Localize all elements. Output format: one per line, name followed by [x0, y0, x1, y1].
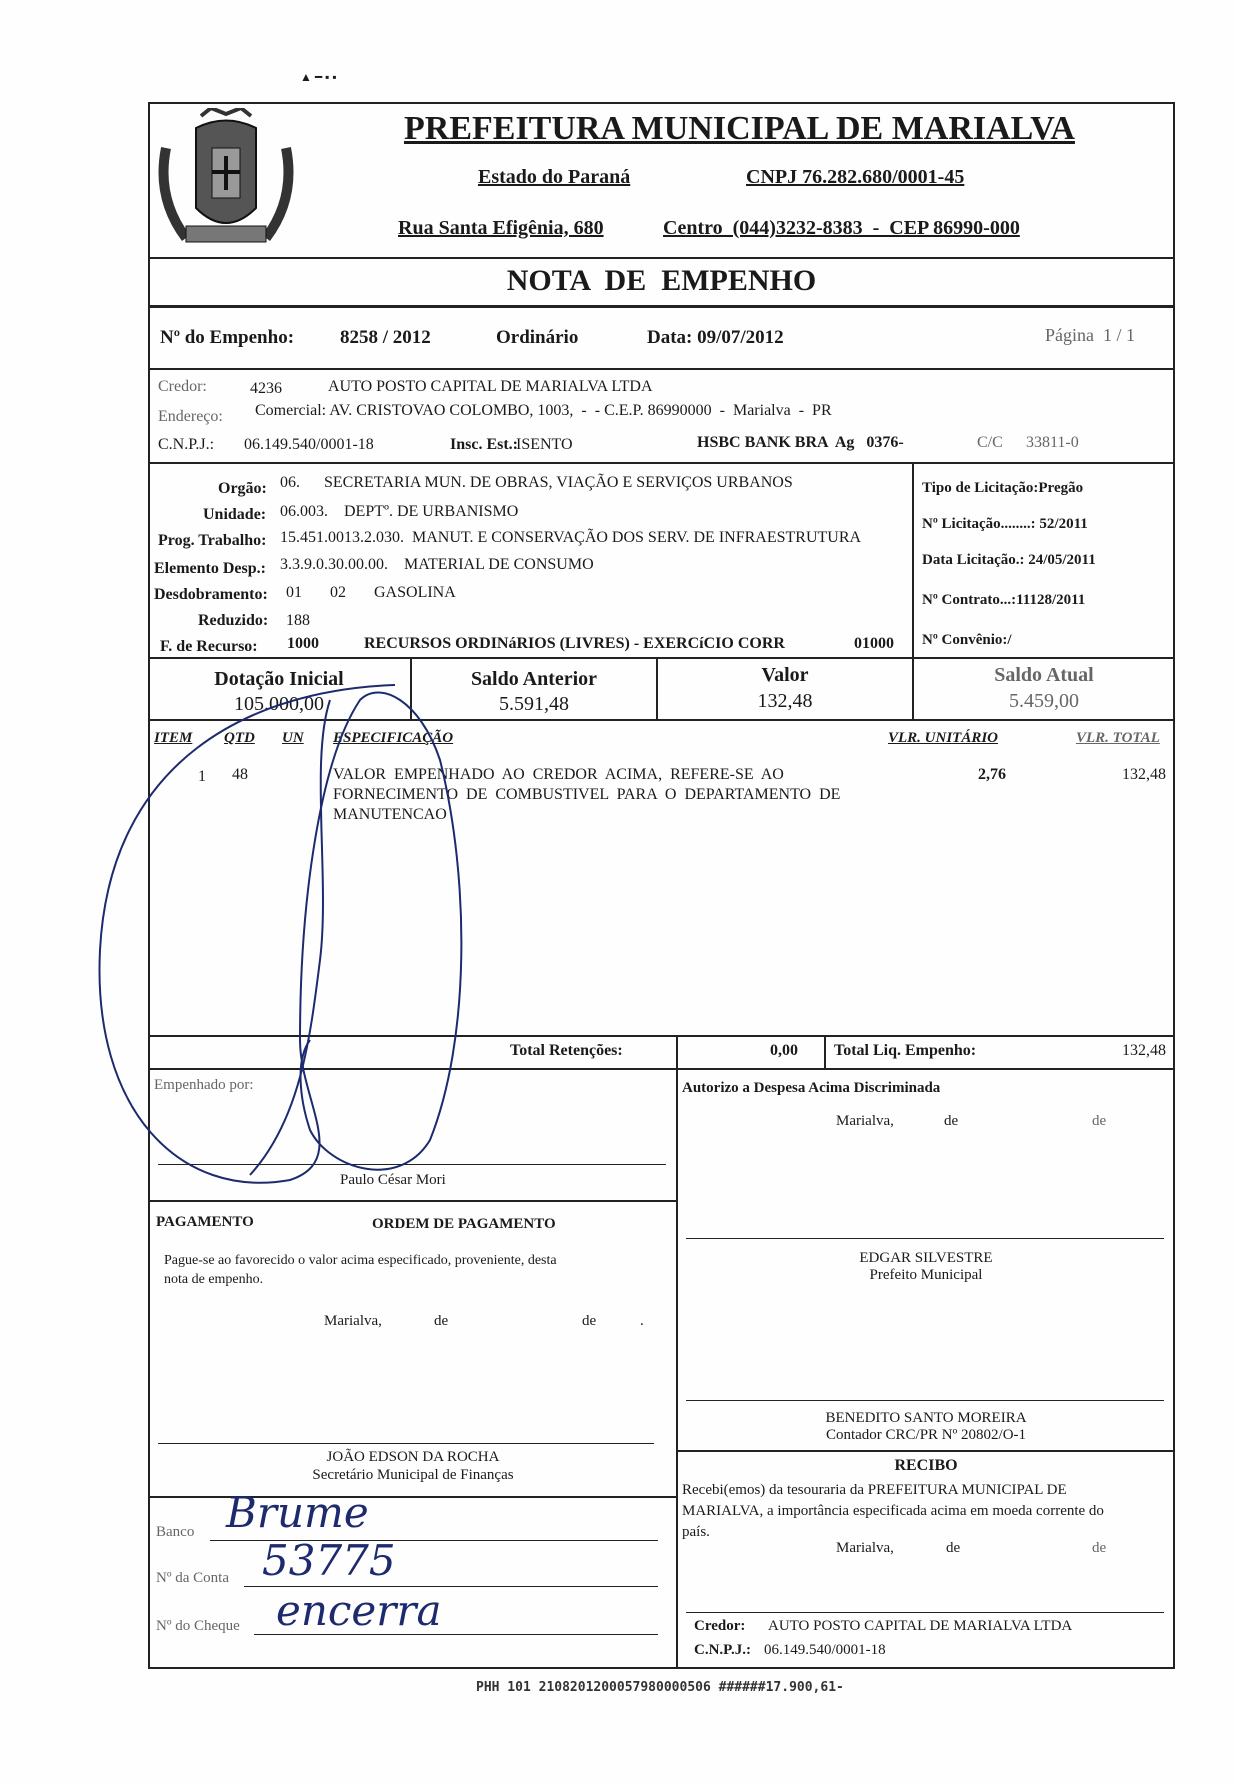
municipality-title: PREFEITURA MUNICIPAL DE MARIALVA — [404, 110, 1075, 147]
recurso-desc: RECURSOS ORDINáRIOS (LIVRES) - EXERCíCIO CORR — [364, 635, 785, 652]
conta-label: Nº da Conta — [156, 1570, 229, 1586]
credor-cnpj: 06.149.540/0001-18 — [244, 436, 374, 453]
row-espec-line2: FORNECIMENTO DE COMBUSTIVEL PARA O DEPARTAMENTO DE — [333, 786, 841, 803]
cnpj-label: CNPJ 76.282.680/0001-45 — [746, 166, 965, 188]
elemento-label: Elemento Desp.: — [154, 560, 266, 577]
contador-role: Contador CRC/PR Nº 20802/O-1 — [825, 1427, 1027, 1443]
recibo-credor-label: Credor: — [694, 1618, 746, 1634]
autorizo-de1: de — [944, 1113, 959, 1129]
desdob-value: 01 02 GASOLINA — [286, 584, 456, 601]
desdob-label: Desdobramento: — [154, 586, 268, 603]
orgao-label: Orgão: — [218, 480, 267, 497]
elemento-value: 3.3.9.0.30.00.00. MATERIAL DE CONSUMO — [280, 556, 594, 573]
banco-handwritten: Brume — [226, 1488, 369, 1537]
recibo-title: RECIBO — [894, 1457, 958, 1474]
prefeito-role: Prefeito Municipal — [869, 1267, 983, 1283]
col-qtd: QTD — [224, 730, 255, 746]
insc-est-label: Insc. Est.: — [450, 436, 519, 453]
footer-code: PHH 101 2108201200057980000506 ######17.900,61- — [476, 1680, 844, 1695]
credor-address: Comercial: AV. CRISTOVAO COLOMBO, 1003, - - C.E.P. 86990000 - Marialva - PR — [255, 402, 832, 419]
col-item: ITEM — [154, 730, 193, 746]
autorizo-city: Marialva, — [836, 1113, 894, 1129]
recibo-text-line1: Recebi(emos) da tesouraria da PREFEITURA MUNICIPAL DE — [682, 1482, 1067, 1498]
recibo-city: Marialva, — [836, 1540, 894, 1556]
recibo-cnpj-label: C.N.P.J.: — [694, 1642, 751, 1658]
recibo-cnpj: 06.149.540/0001-18 — [764, 1642, 886, 1658]
total-liq-value: 132,48 — [1122, 1042, 1166, 1059]
col-total: VLR. TOTAL — [1076, 730, 1160, 746]
recibo-text-line3: país. — [682, 1524, 710, 1540]
reduzido-label: Reduzido: — [198, 612, 269, 629]
pagamento-text-line2: nota de empenho. — [164, 1272, 264, 1287]
empenho-number-label: Nº do Empenho: — [160, 327, 295, 348]
row-espec-line3: MANUTENCAO — [333, 806, 447, 823]
recurso-label: F. de Recurso: — [160, 638, 258, 655]
col-un: UN — [282, 730, 304, 746]
empenho-type: Ordinário — [496, 327, 579, 348]
cc-label: C/C — [977, 434, 1003, 451]
numero-contrato: Nº Contrato...:11128/2011 — [922, 592, 1086, 608]
contact-info: Centro (044)3232-8383 - CEP 86990-000 — [663, 217, 1020, 239]
data-licitacao: Data Licitação.: 24/05/2011 — [922, 552, 1096, 568]
banco-label: Banco — [156, 1524, 195, 1540]
credor-label: Credor: — [158, 378, 207, 395]
unidade-label: Unidade: — [203, 506, 267, 523]
secretario-name: JOÃO EDSON DA ROCHA — [326, 1449, 500, 1465]
autorizo-label: Autorizo a Despesa Acima Discriminada — [682, 1080, 941, 1096]
tipo-licitacao: Tipo de Licitação:Pregão — [922, 480, 1084, 496]
prog-label: Prog. Trabalho: — [158, 532, 267, 549]
empenhado-name: Paulo César Mori — [340, 1172, 446, 1188]
cheque-label: Nº do Cheque — [156, 1618, 240, 1634]
contador-name: BENEDITO SANTO MOREIRA — [825, 1410, 1027, 1426]
cheque-handwritten: encerra — [276, 1586, 442, 1635]
empenho-date: Data: 09/07/2012 — [647, 327, 784, 348]
valor-value: 132,48 — [757, 690, 813, 712]
bank-info: HSBC BANK BRA Ag 0376- — [697, 434, 904, 451]
row-item: 1 — [198, 768, 206, 785]
prefeito-name: EDGAR SILVESTRE — [859, 1250, 993, 1266]
valor-label: Valor — [761, 664, 809, 686]
page-number: Página 1 / 1 — [1045, 325, 1135, 345]
recibo-de2: de — [1092, 1540, 1107, 1556]
row-espec-line1: VALOR EMPENHADO AO CREDOR ACIMA, REFERE-SE AO — [333, 766, 784, 783]
unidade-value: 06.003. DEPTº. DE URBANISMO — [280, 503, 519, 520]
row-total: 132,48 — [1122, 766, 1166, 783]
secretario-role: Secretário Municipal de Finanças — [312, 1467, 514, 1483]
numero-convenio: Nº Convênio:/ — [922, 632, 1012, 648]
dotacao-inicial-label: Dotação Inicial — [214, 668, 344, 690]
recibo-credor-name: AUTO POSTO CAPITAL DE MARIALVA LTDA — [768, 1618, 1073, 1634]
cc-number: 33811-0 — [1026, 434, 1079, 451]
document-title: NOTA DE EMPENHO — [506, 264, 817, 297]
insc-est: ISENTO — [516, 436, 573, 453]
dotacao-inicial-value: 105.000,00 — [234, 693, 324, 715]
credor-name: AUTO POSTO CAPITAL DE MARIALVA LTDA — [328, 378, 653, 395]
reduzido-value: 188 — [286, 612, 310, 629]
pagamento-de1: de — [434, 1313, 449, 1329]
pagamento-text-line1: Pague-se ao favorecido o valor acima especificado, proveniente, desta — [164, 1253, 557, 1268]
saldo-atual-label: Saldo Atual — [994, 664, 1094, 686]
pagamento-label: PAGAMENTO — [156, 1214, 254, 1230]
conta-handwritten: 53775 — [262, 1536, 396, 1585]
empenho-number: 8258 / 2012 — [340, 327, 431, 348]
street-address: Rua Santa Efigênia, 680 — [398, 217, 604, 239]
recurso-num: 01000 — [854, 635, 894, 652]
row-unit: 2,76 — [978, 766, 1006, 783]
orgao-value: 06. SECRETARIA MUN. DE OBRAS, VIAÇÃO E SERVIÇOS URBANOS — [280, 474, 793, 491]
col-unit: VLR. UNITÁRIO — [888, 730, 999, 746]
autorizo-de2: de — [1092, 1113, 1107, 1129]
row-qtd: 48 — [232, 766, 248, 783]
address-label: Endereço: — [158, 408, 223, 425]
credor-code: 4236 — [250, 380, 282, 397]
saldo-atual-value: 5.459,00 — [1009, 690, 1079, 712]
ordem-pagamento: ORDEM DE PAGAMENTO — [372, 1216, 556, 1232]
empenhado-label: Empenhado por: — [154, 1077, 254, 1093]
prog-value: 15.451.0013.2.030. MANUT. E CONSERVAÇÃO DOS SERV. DE INFRAESTRUTURA — [280, 529, 862, 546]
credor-cnpj-label: C.N.P.J.: — [158, 436, 215, 453]
state-label: Estado do Paraná — [478, 166, 631, 188]
recurso-code: 1000 — [287, 635, 319, 652]
pagamento-de2: de — [582, 1313, 597, 1329]
total-retencoes-value: 0,00 — [770, 1042, 798, 1059]
numero-licitacao: Nº Licitação........: 52/2011 — [922, 516, 1088, 532]
col-espec: ESPECIFICAÇÃO — [333, 730, 454, 746]
scan-mark: ▲ ━ ▪ ▪ — [300, 70, 337, 84]
pagamento-dot: . — [640, 1313, 644, 1329]
pagamento-city: Marialva, — [324, 1313, 382, 1329]
recibo-text-line2: MARIALVA, a importância especificada acima em moeda corrente do — [682, 1503, 1104, 1519]
recibo-de1: de — [946, 1540, 961, 1556]
total-liq-label: Total Liq. Empenho: — [834, 1042, 977, 1059]
total-retencoes-label: Total Retenções: — [510, 1042, 623, 1059]
saldo-anterior-label: Saldo Anterior — [470, 668, 598, 690]
saldo-anterior-value: 5.591,48 — [499, 693, 569, 715]
